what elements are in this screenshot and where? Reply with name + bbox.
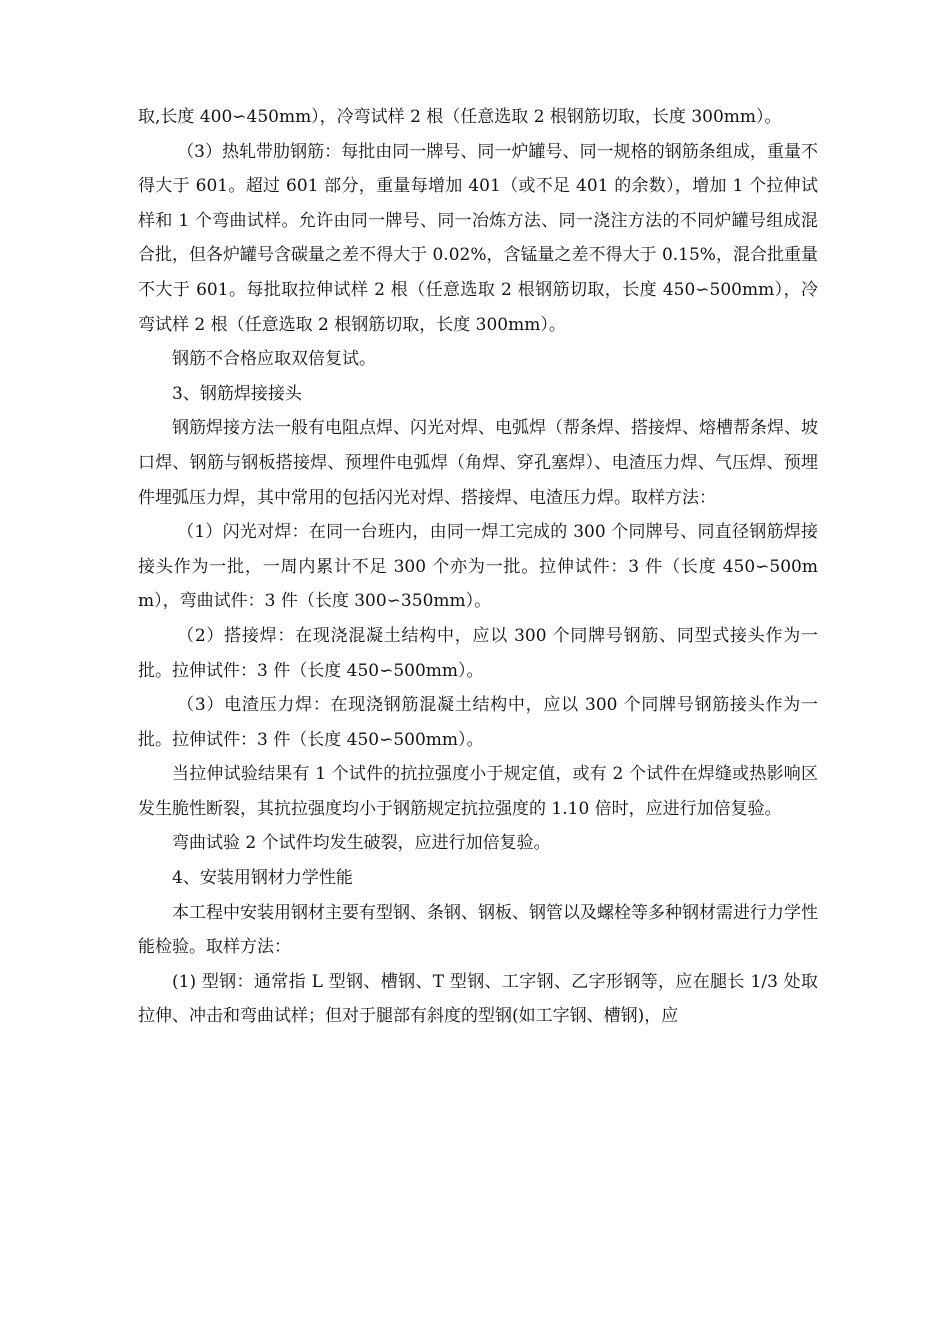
paragraph-13: (1) 型钢：通常指 L 型钢、槽钢、T 型钢、工字钢、乙字形钢等，应在腿长 1/3 处取拉伸、冲击和弯曲试样；但对于腿部有斜度的型钢(如工字钢、槽钢)，应 — [138, 971, 818, 1027]
paragraph-3: 钢筋不合格应取双倍复试。 — [172, 349, 376, 370]
paragraph-10: 弯曲试验 2 个试件均发生破裂，应进行加倍复验。 — [172, 833, 551, 854]
paragraph-6: （1）闪光对焊：在同一台班内，由同一焊工完成的 300 个同牌号、同直径钢筋焊接接头作为一批，一周内累计不足 300 个亦为一批。拉伸试件：3 件（长度 450∽500mm），弯曲试件：3 件（长度 300∽350mm）。 — [138, 522, 818, 612]
paragraph-2: （3）热轧带肋钢筋：每批由同一牌号、同一炉罐号、同一规格的钢筋条组成，重量不得大于 601。超过 601 部分，重量每增加 401（或不足 401 的余数），增加 1 个拉伸试样和 1 个弯曲试样。允许由同一牌号、同一冶炼方法、同一浇注方法的不同炉罐号组成混合批，但各炉罐号含碳量之差不得大于 0.02%，含锰量之差不得大于 0.15%，混合批重量不大于 601。每批取拉伸试样 2 根（任意选取 2 根钢筋切取，长度 450∽500mm），冷弯试样 2 根（任意选取 2 根钢筋切取，长度 300mm）。 — [138, 141, 818, 335]
paragraph-5: 钢筋焊接方法一般有电阻点焊、闪光对焊、电弧焊（帮条焊、搭接焊、熔槽帮条焊、坡口焊、钢筋与钢板搭接焊、预埋件电弧焊（角焊、穿孔塞焊）、电渣压力焊、气压焊、预埋件埋弧压力焊，其中常用的包括闪光对焊、搭接焊、电渣压力焊。取样方法： — [138, 418, 818, 508]
paragraph-9: 当拉伸试验结果有 1 个试件的抗拉强度小于规定值，或有 2 个试件在焊缝或热影响区发生脆性断裂，其抗拉强度均小于钢筋规定抗拉强度的 1.10 倍时，应进行加倍复验。 — [138, 764, 818, 819]
paragraph-1: 取,长度 400∽450mm），冷弯试样 2 根（任意选取 2 根钢筋切取，长度 300mm）。 — [138, 107, 782, 127]
section-heading-3: 3、钢筋焊接接头 — [172, 383, 302, 404]
paragraph-12: 本工程中安装用钢材主要有型钢、条钢、钢板、钢管以及螺栓等多种钢材需进行力学性能检验。取样方法： — [138, 902, 818, 958]
paragraph-7: （2）搭接焊：在现浇混凝土结构中，应以 300 个同牌号钢筋、同型式接头作为一批。拉伸试件：3 件（长度 450∽500mm）。 — [138, 625, 818, 681]
document-page — [138, 100, 818, 1034]
paragraph-8: （3）电渣压力焊：在现浇钢筋混凝土结构中，应以 300 个同牌号钢筋接头作为一批。拉伸试件：3 件（长度 450∽500mm）。 — [138, 695, 818, 750]
section-heading-4: 4、安装用钢材力学性能 — [172, 868, 353, 889]
